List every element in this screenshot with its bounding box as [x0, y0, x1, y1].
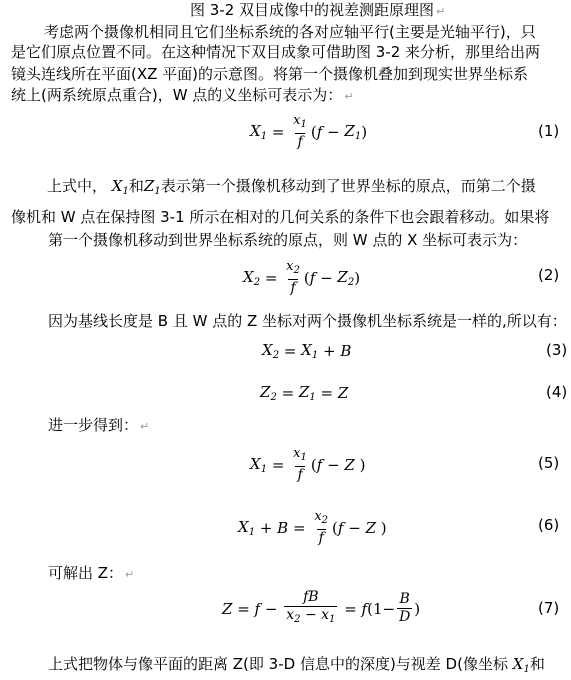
para2-line1: 上式中， $X_1$和$Z_1$表示第一个摄像机移动到了世界坐标的原点，而第二个摄 [47, 177, 536, 197]
equation-7: Z = f − $\frac{fB}{x_2 - x_1}$ = f (1− $\frac{B}{D}$ ) [222, 589, 420, 628]
equation-2: $X_2$ = $\frac{x_2}{f}$ ( f − $Z_2$ ) [243, 259, 361, 296]
para1-line4 [11, 85, 354, 107]
para6-line: 上式把物体与像平面的距离 Z(即 3-D 信息中的深度)与视差 D(像坐标 $X_1$和 [48, 655, 545, 675]
para2-text-b: 和 [128, 177, 144, 195]
equation-number-6: (6) [538, 516, 560, 534]
equation-number-1: (1) [538, 122, 560, 140]
para5-text: 可解出 Z： [48, 564, 124, 582]
para4-line [48, 415, 149, 437]
para2-line3: 第一个摄像机移动到世界坐标系统的原点，则 W 点的 X 坐标可表示为： [48, 231, 528, 249]
para1-line2: 是它们原点位置不同。在这种情况下双目成象可借助图 3-2 来分析，那里给出两 [11, 43, 541, 61]
caption-text: 图 3-2 双目成像中的视差测距原理图 [190, 1, 435, 19]
equation-4: $Z_2$ = $Z_1$ = Z [260, 383, 349, 403]
para1-line1: 考虑两个摄像机相同且它们坐标系统的各对应轴平行(主要是光轴平行)，只 [44, 23, 536, 41]
para5-line [48, 563, 134, 585]
para1-line4-text: 统上(两系统原点重合)，W 点的义坐标可表示为： [11, 86, 343, 104]
equation-number-3: (3) [546, 341, 568, 359]
para2-text-c: 表示第一个摄像机移动到了世界坐标的原点，而第二个摄 [160, 177, 536, 195]
equation-6: $X_1$ + B = $\frac{x_2}{f}$ ( f − Z ) [238, 509, 387, 546]
equation-number-2: (2) [538, 266, 560, 284]
para2-line2: 像机和 W 点在保持图 3-1 所示在相对的几何关系的条件下也会跟着移动。如果将 [11, 208, 550, 226]
para3-line: 因为基线长度是 B 且 W 点的 Z 坐标对两个摄像机坐标系统是一样的,所以有： [48, 312, 567, 330]
equation-5: $X_1$ = $\frac{x_1}{f}$ ( f − Z ) [250, 446, 366, 483]
equation-1: $X_1$ = $\frac{x_1}{f}$ ( f − $Z_1$ ) [250, 113, 368, 150]
paragraph-mark-icon: ↵ [436, 5, 446, 18]
figure-caption [190, 0, 445, 22]
equation-number-5: (5) [538, 454, 560, 472]
equation-3: $X_2$ = $X_1$ + B [262, 341, 352, 361]
paragraph-mark-icon: ↵ [140, 420, 150, 433]
para2-text-a: 上式中， [47, 177, 108, 195]
para1-line3: 镜头连线所在平面(XZ 平面)的示意图。将第一个摄像机叠加到现实世界坐标系 [11, 65, 529, 83]
para6-text-a: 上式把物体与像平面的距离 Z(即 3-D 信息中的深度)与视差 D(像坐标 [48, 655, 508, 673]
paragraph-mark-icon: ↵ [125, 568, 135, 581]
para4-text: 进一步得到： [48, 416, 139, 434]
equation-number-4: (4) [546, 383, 568, 401]
paragraph-mark-icon: ↵ [344, 90, 354, 103]
para6-text-b: 和 [529, 655, 545, 673]
equation-number-7: (7) [538, 599, 560, 617]
